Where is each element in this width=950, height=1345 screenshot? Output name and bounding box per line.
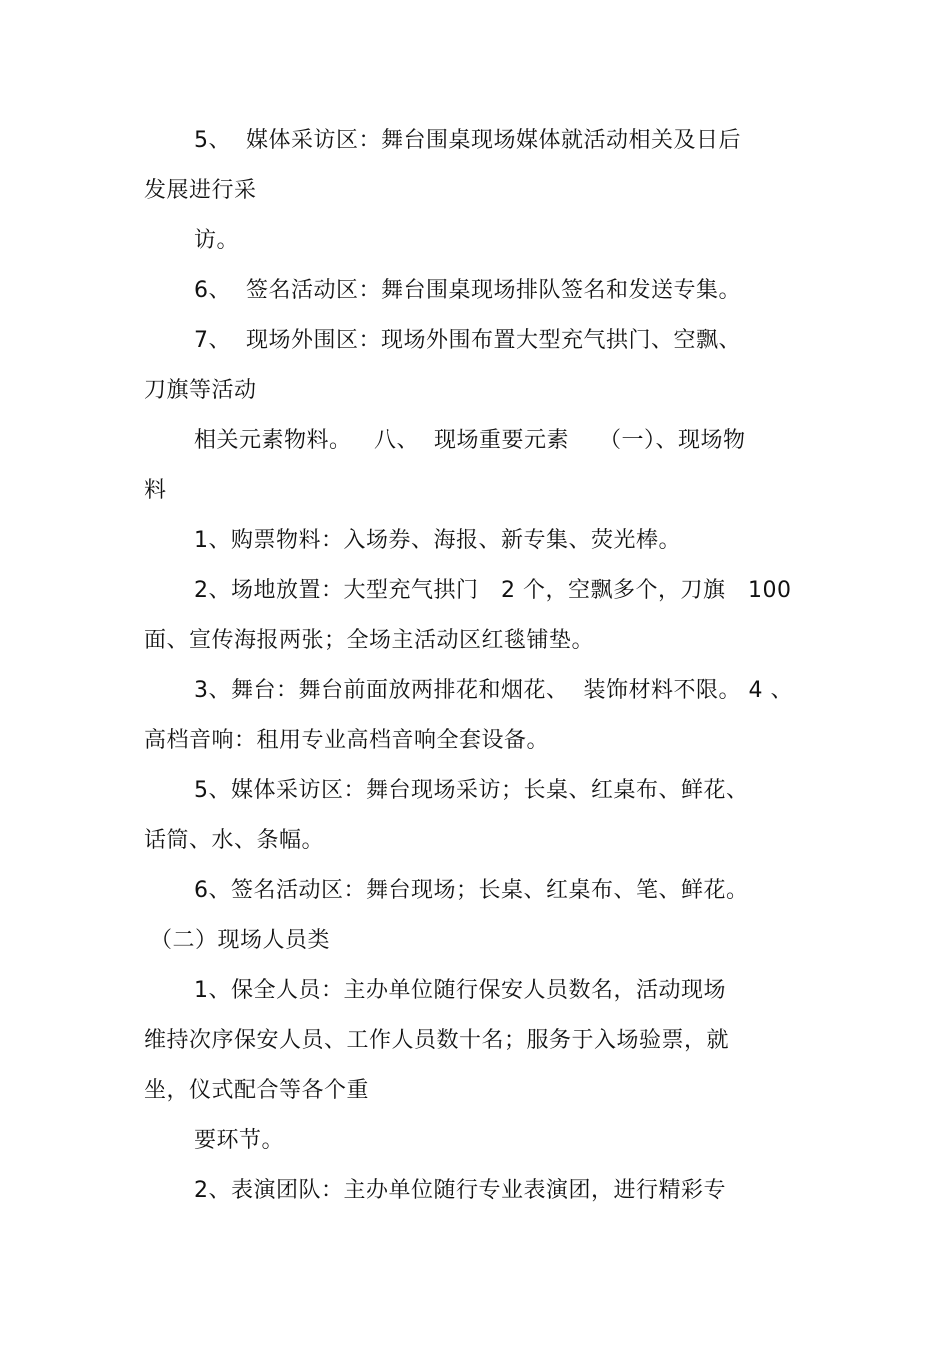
text-line: 2、场地放置：大型充气拱门 2 个，空飘多个，刀旗 100 [194,578,792,603]
text-line: 坐，仪式配合等各个重 [144,1078,370,1103]
text-line: 5、媒体采访区：舞台现场采访；长桌、红桌布、鲜花、 [194,778,749,803]
text-line: 7、 现场外围区：现场外围布置大型充气拱门、空飘、 [194,328,741,353]
text-line: 2、表演团队：主办单位随行专业表演团，进行精彩专 [194,1178,726,1203]
text-line: 相关元素物料。 八、 现场重要元素 （一）、现场物 [194,428,746,453]
text-line: 刀旗等活动 [144,378,257,403]
text-line: 维持次序保安人员、工作人员数十名；服务于入场验票，就 [144,1028,730,1053]
text-line: （二）现场人员类 [150,928,331,953]
text-line: 高档音响：租用专业高档音响全套设备。 [144,728,550,753]
text-line: 面、宣传海报两张；全场主活动区红毯铺垫。 [144,628,595,653]
text-line: 6、签名活动区：舞台现场；长桌、红桌布、笔、鲜花。 [194,878,749,903]
text-line: 料 [144,478,167,503]
text-line: 访。 [194,228,240,253]
text-line: 话筒、水、条幅。 [144,828,325,853]
text-line: 6、 签名活动区：舞台围桌现场排队签名和发送专集。 [194,278,741,303]
text-line: 5、 媒体采访区：舞台围桌现场媒体就活动相关及日后 [194,128,741,153]
text-line: 1、购票物料：入场券、海报、新专集、荧光棒。 [194,528,681,553]
text-line: 1、保全人员：主办单位随行保安人员数名，活动现场 [194,978,726,1003]
text-line: 3、舞台：舞台前面放两排花和烟花、 装饰材料不限。 4 、 [194,678,793,703]
text-line: 发展进行采 [144,178,257,203]
text-line: 要环节。 [194,1128,285,1153]
